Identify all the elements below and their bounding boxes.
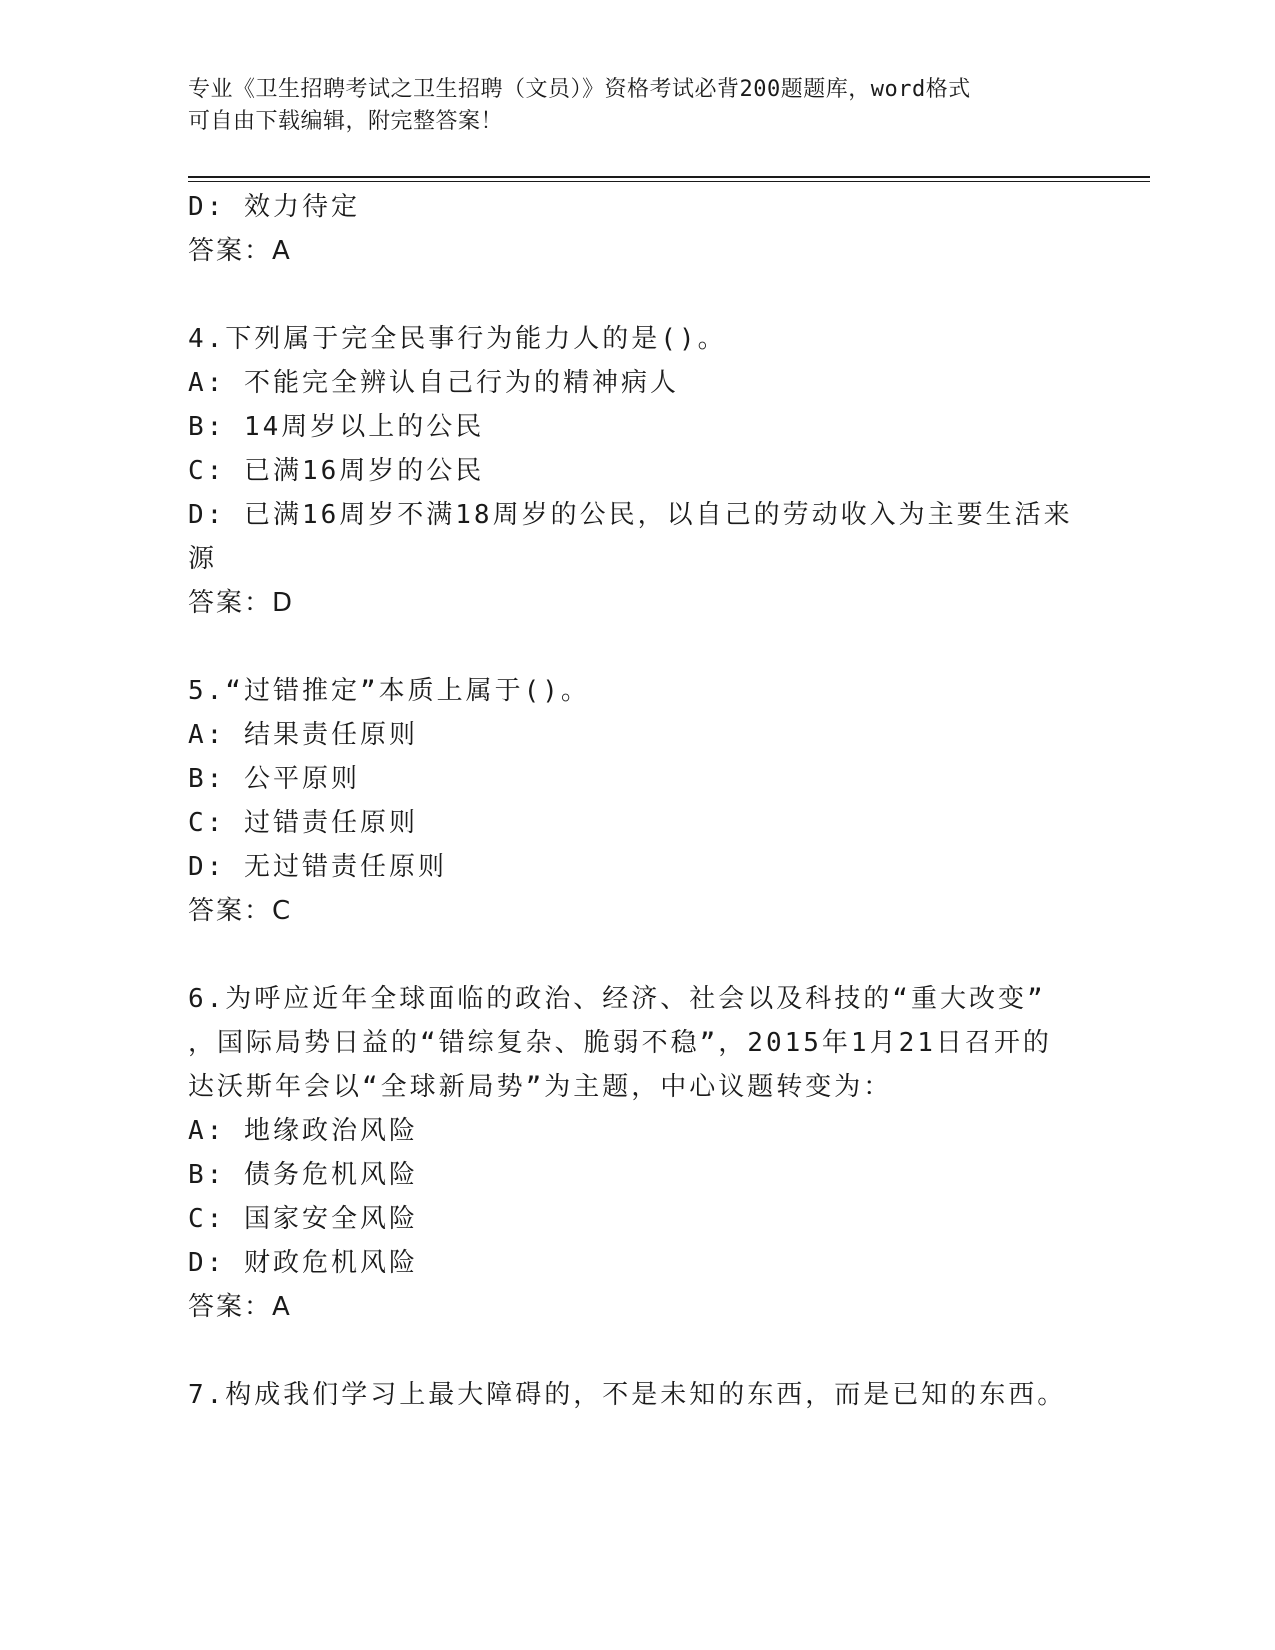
answer-line: 答案：A	[188, 1292, 292, 1322]
option-d: D: 无过错责任原则	[188, 852, 447, 882]
question-4: 4.下列属于完全民事行为能力人的是()。	[188, 324, 727, 354]
document-header	[188, 74, 1088, 138]
option-a: A: 不能完全辨认自己行为的精神病人	[188, 368, 679, 398]
answer-line: 答案：C	[188, 896, 293, 926]
header-divider-thick	[188, 176, 1150, 178]
option-c: C: 已满16周岁的公民	[188, 456, 485, 486]
option-b: B: 债务危机风险	[188, 1160, 418, 1190]
option-d: D: 已满16周岁不满18周岁的公民，以自己的劳动收入为主要生活来	[188, 500, 1073, 530]
option-c: C: 过错责任原则	[188, 808, 418, 838]
answer-line: 答案：A	[188, 236, 292, 266]
option-d: D: 财政危机风险	[188, 1248, 418, 1278]
option-c: C: 国家安全风险	[188, 1204, 418, 1234]
option-d-continued: 源	[188, 544, 218, 574]
header-divider-thin	[188, 181, 1150, 182]
option-b: B: 14周岁以上的公民	[188, 412, 485, 442]
option-a: A: 地缘政治风险	[188, 1116, 418, 1146]
question-6-line-2: ，国际局势日益的“错综复杂、脆弱不稳”，2015年1月21日召开的	[188, 1028, 1052, 1058]
option-d: D: 效力待定	[188, 192, 360, 222]
answer-line: 答案：D	[188, 588, 295, 618]
question-6: 6.为呼应近年全球面临的政治、经济、社会以及科技的“重大改变”	[188, 984, 1046, 1014]
question-6-line-3: 达沃斯年会以“全球新局势”为主题，中心议题转变为：	[188, 1072, 893, 1102]
question-7: 7.构成我们学习上最大障碍的，不是未知的东西，而是已知的东西。	[188, 1380, 1067, 1410]
header-line-2: 可自由下载编辑，附完整答案！	[188, 109, 504, 134]
header-line-1: 专业《卫生招聘考试之卫生招聘（文员）》资格考试必背200题题库，word格式	[188, 77, 971, 102]
option-b: B: 公平原则	[188, 764, 360, 794]
question-5: 5.“过错推定”本质上属于()。	[188, 676, 590, 706]
option-a: A: 结果责任原则	[188, 720, 418, 750]
